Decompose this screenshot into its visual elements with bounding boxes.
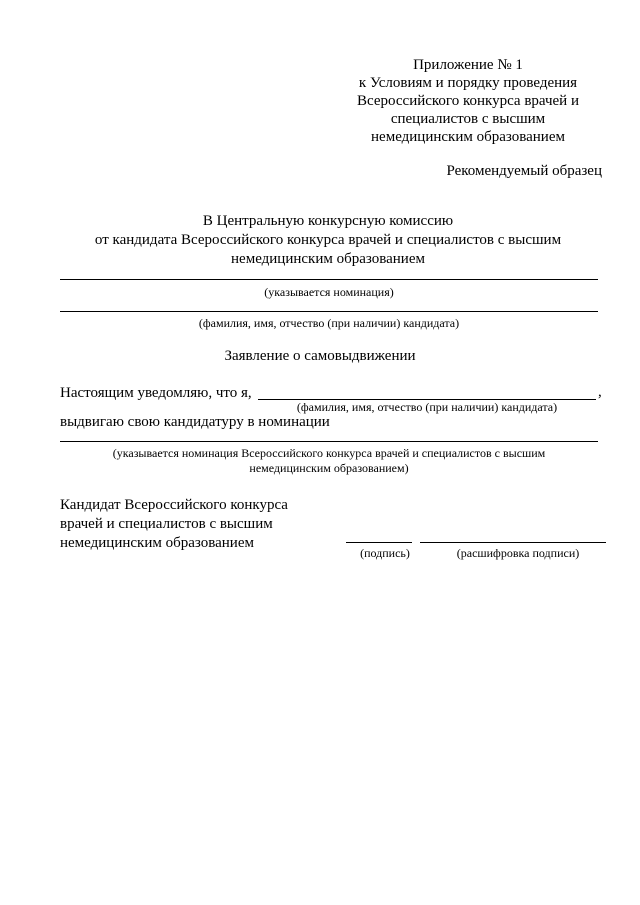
signature-caption: (подпись) <box>360 546 410 560</box>
notify-fio-caption: (фамилия, имя, отчество (при наличии) кандидата) <box>296 400 558 414</box>
nomination-full-caption <box>60 446 598 476</box>
addressee-line: В Центральную конкурсную комиссию <box>202 213 454 229</box>
candidate-line: немедицинским образованием <box>60 535 254 551</box>
candidate-line: Кандидат Всероссийского конкурса <box>60 497 288 513</box>
appendix-header <box>338 56 598 146</box>
nominate-text: выдвигаю свою кандидатуру в номинации <box>60 414 330 430</box>
notify-text: Настоящим уведомляю, что я, <box>60 385 252 401</box>
nomination-caption: (указывается номинация) <box>264 285 394 299</box>
addressee-line: немедицинским образованием <box>231 251 425 267</box>
addressee-line: от кандидата Всероссийского конкурса врачей и специалистов с высшим <box>94 232 562 248</box>
recommended-sample-label: Рекомендуемый образец <box>446 163 602 179</box>
appendix-line: специалистов с высшим <box>390 111 546 127</box>
appendix-line: Приложение № 1 <box>413 57 523 73</box>
fio-caption: (фамилия, имя, отчество (при наличии) кандидата) <box>198 316 460 330</box>
candidate-line: врачей и специалистов с высшим <box>60 516 273 532</box>
nomination-full-caption-line: немедицинским образованием) <box>249 461 409 475</box>
candidate-block <box>60 496 288 553</box>
nomination-field-line[interactable] <box>60 279 598 280</box>
appendix-line: Всероссийского конкурса врачей и <box>357 93 579 109</box>
appendix-line: немедицинским образованием <box>371 129 565 145</box>
signature-decode-caption: (расшифровка подписи) <box>456 546 580 560</box>
notify-comma: , <box>598 384 602 400</box>
nomination-full-field-line[interactable] <box>60 441 598 442</box>
appendix-line: к Условиям и порядку проведения <box>358 75 578 91</box>
nomination-full-caption-line: (указывается номинация Всероссийского конкурса врачей и специалистов с высшим <box>112 446 546 460</box>
fio-field-line[interactable] <box>60 311 598 312</box>
statement-title: Заявление о самовыдвижении <box>224 348 416 364</box>
signature-field-line[interactable] <box>346 542 412 543</box>
signature-decode-field-line[interactable] <box>420 542 606 543</box>
addressee-block <box>60 212 596 269</box>
